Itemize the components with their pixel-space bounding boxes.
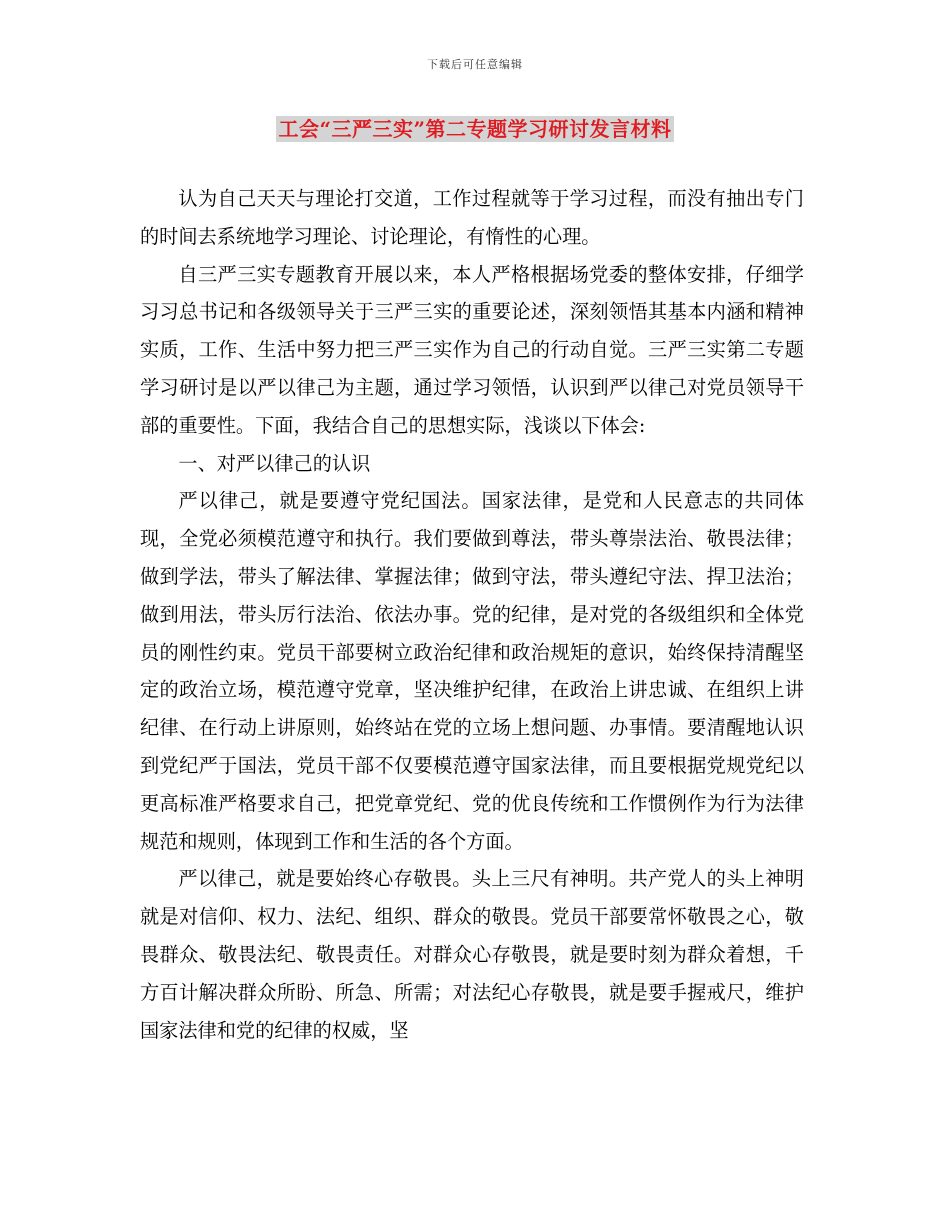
document-title: 工会“三严三实”第二专题学习研讨发言材料	[278, 117, 672, 141]
download-note: 下载后可任意编辑	[427, 58, 523, 71]
document-body	[140, 180, 804, 1049]
paragraph-reverence: 严以律己，就是要始终心存敬畏。头上三尺有神明。共产党人的头上神明就是对信仰、权力、法纪、组织、群众的敬畏。党员干部要常怀敬畏之心，敬畏群众、敬畏法纪、敬畏责任。对群众心存敬畏，就是要时刻为群众着想，千方百计解决群众所盼、所急、所需；对法纪心存敬畏，就是要手握戒尺，维护国家法律和党的纪律的权威，坚	[140, 867, 804, 1042]
section-heading: 一、对严以律己的认识	[178, 451, 371, 475]
paragraph-background: 自三严三实专题教育开展以来，本人严格根据场党委的整体安排，仔细学习习总书记和各级领导关于三严三实的重要论述，深刻领悟其基本内涵和精神实质，工作、生活中努力把三严三实作为自己的行动自觉。三严三实第二专题学习研讨是以严以律己为主题，通过学习领悟，认识到严以律己对党员领导干部的重要性。下面，我结合自己的思想实际，浅谈以下体会:	[140, 262, 804, 437]
paragraph-intro: 认为自己天天与理论打交道，工作过程就等于学习过程，而没有抽出专门的时间去系统地学习理论、讨论理论，有惰性的心理。	[140, 187, 804, 248]
paragraph-discipline: 严以律己，就是要遵守党纪国法。国家法律，是党和人民意志的共同体现，全党必须模范遵守和执行。我们要做到尊法，带头尊崇法治、敬畏法律；做到学法，带头了解法律、掌握法律；做到守法，带头遵纪守法、捍卫法治；做到用法，带头厉行法治、依法办事。党的纪律，是对党的各级组织和全体党员的刚性约束。党员干部要树立政治纪律和政治规矩的意识，始终保持清醒坚定的政治立场，模范遵守党章，坚决维护纪律，在政治上讲忠诚、在组织上讲纪律、在行动上讲原则，始终站在党的立场上想问题、办事情。要清醒地认识到党纪严于国法，党员干部不仅要模范遵守国家法律，而且要根据党规党纪以更高标准严格要求自己，把党章党纪、党的优良传统和工作惯例作为行为法律规范和规则，体现到工作和生活的各个方面。	[140, 489, 804, 853]
document-title-block	[0, 116, 950, 142]
